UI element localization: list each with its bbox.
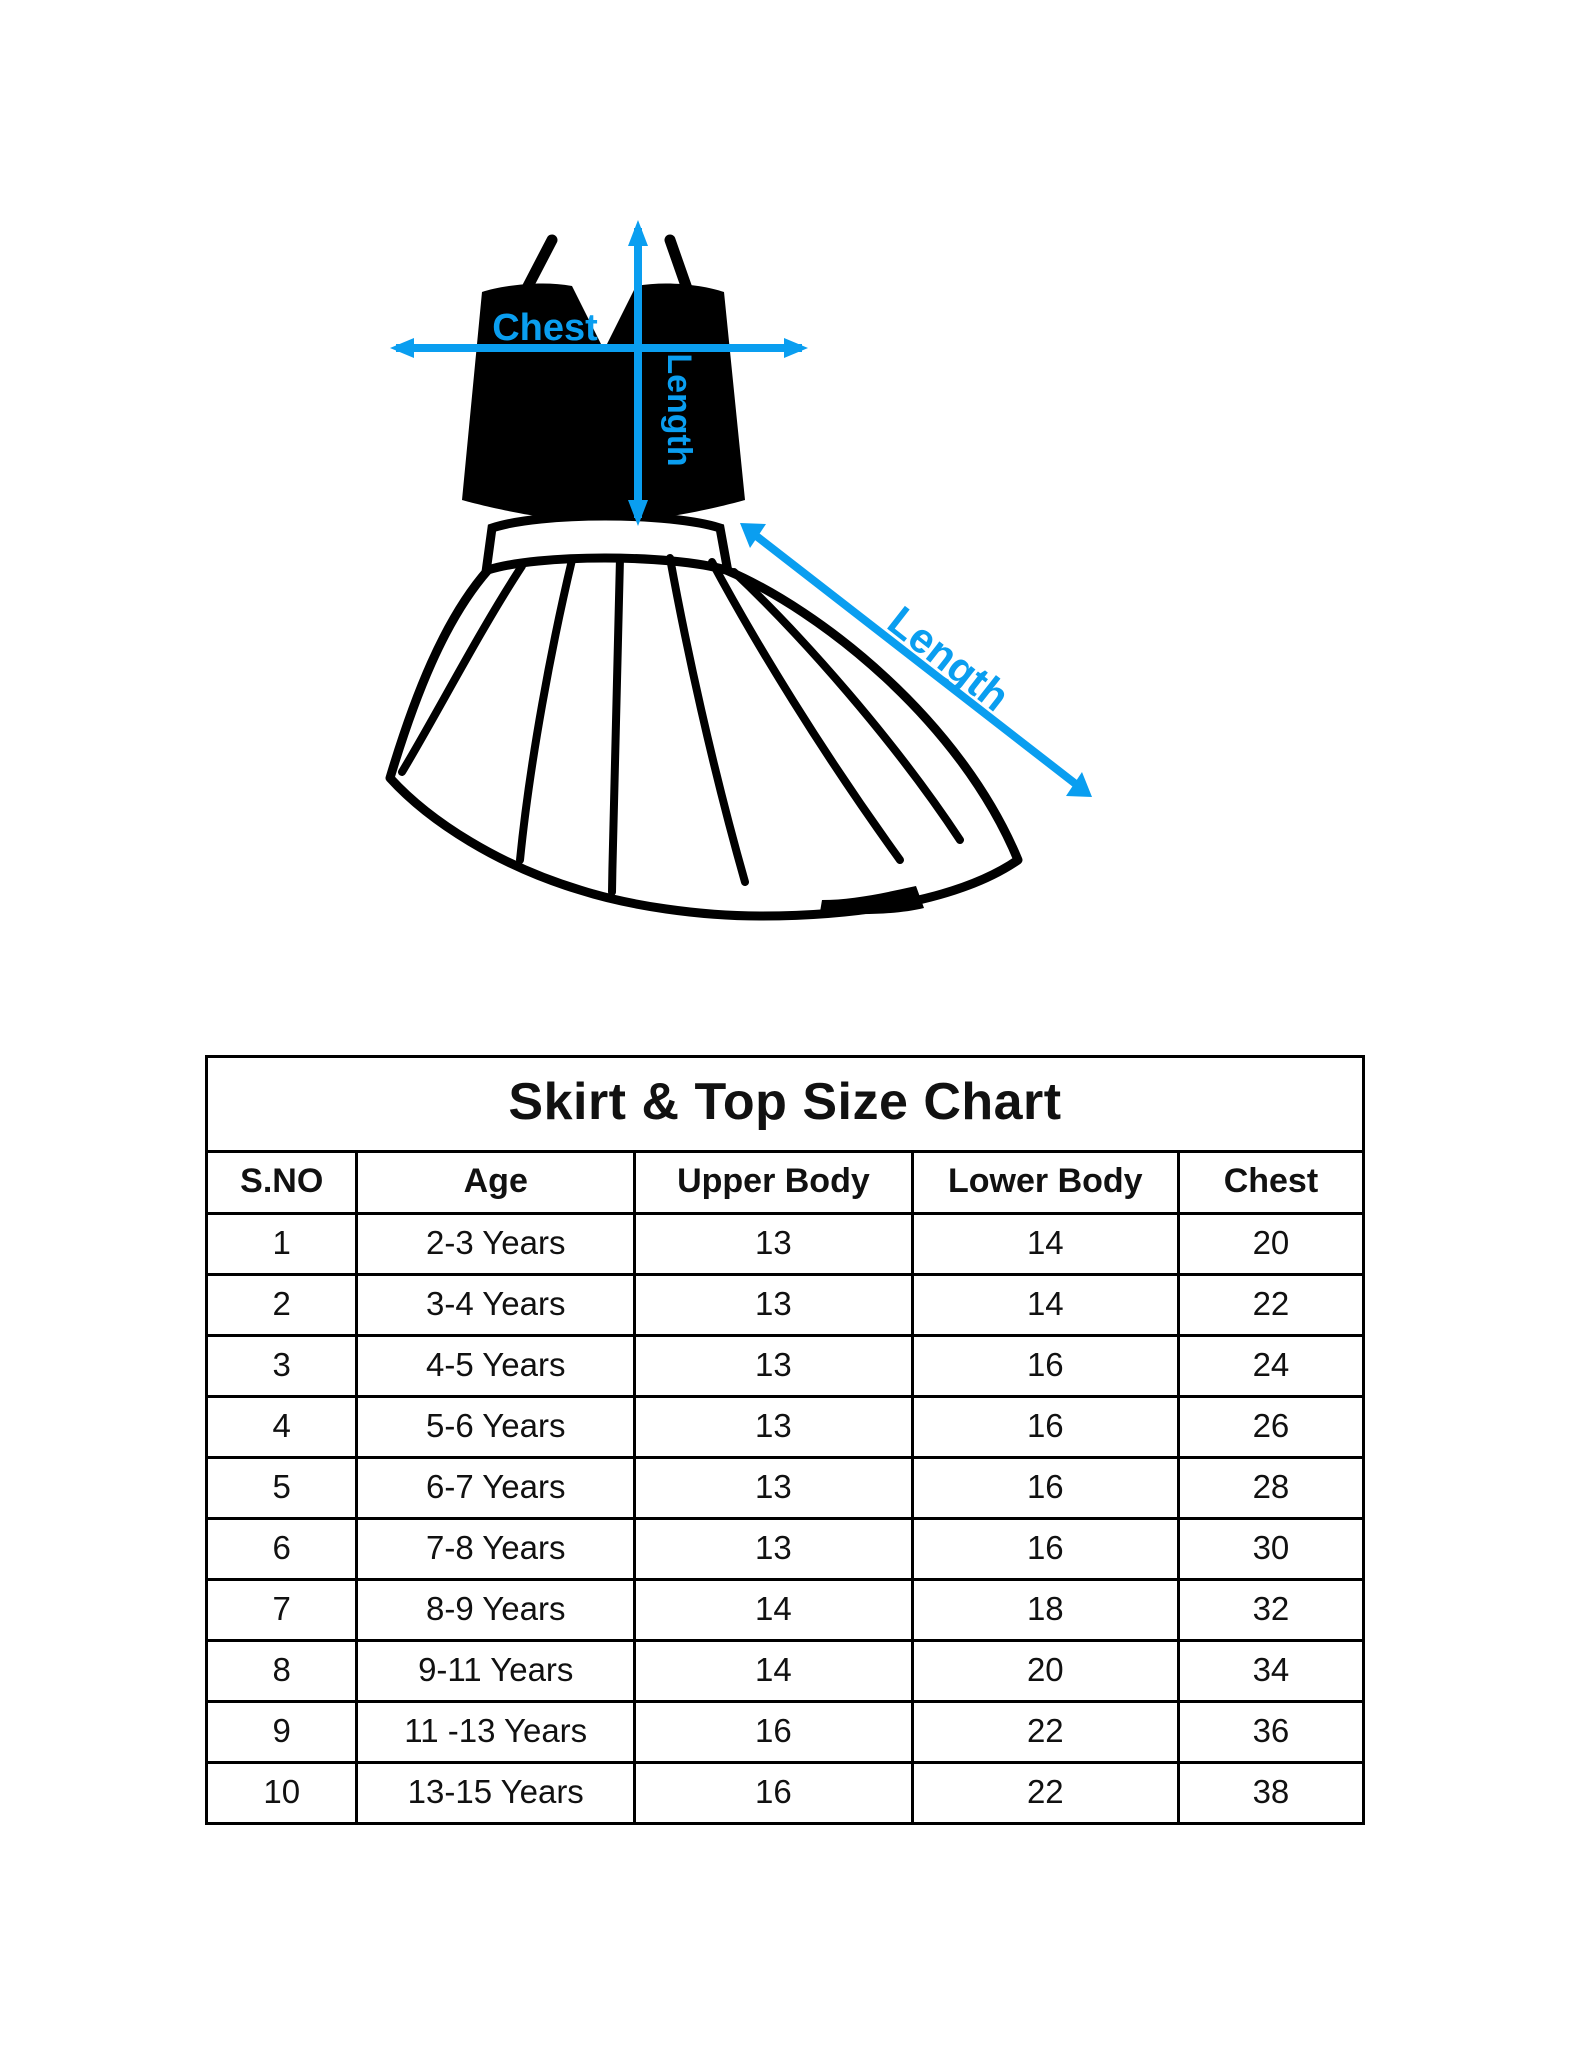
- table-cell: 11 -13 Years: [357, 1702, 635, 1763]
- table-cell: 13: [635, 1519, 913, 1580]
- size-chart-table: [205, 1055, 1365, 1825]
- table-cell: 16: [912, 1458, 1178, 1519]
- table-cell: 4: [207, 1397, 357, 1458]
- table-cell: 6: [207, 1519, 357, 1580]
- table-cell: 14: [635, 1641, 913, 1702]
- size-chart-table-wrap: [205, 1055, 1365, 1825]
- table-cell: 22: [1178, 1275, 1363, 1336]
- table-row: [207, 1336, 1364, 1397]
- table-cell: 13: [635, 1214, 913, 1275]
- table-row: [207, 1275, 1364, 1336]
- column-header: Lower Body: [912, 1152, 1178, 1214]
- table-cell: 16: [912, 1336, 1178, 1397]
- table-cell: 6-7 Years: [357, 1458, 635, 1519]
- table-cell: 3: [207, 1336, 357, 1397]
- skirt-length-label: Length: [879, 596, 1019, 721]
- table-row: [207, 1214, 1364, 1275]
- table-cell: 2-3 Years: [357, 1214, 635, 1275]
- table-cell: 5-6 Years: [357, 1397, 635, 1458]
- table-row: [207, 1641, 1364, 1702]
- table-cell: 13: [635, 1458, 913, 1519]
- column-header: Age: [357, 1152, 635, 1214]
- column-header: Chest: [1178, 1152, 1363, 1214]
- table-row: [207, 1519, 1364, 1580]
- table-cell: 22: [912, 1763, 1178, 1824]
- table-cell: 26: [1178, 1397, 1363, 1458]
- table-cell: 16: [635, 1763, 913, 1824]
- table-cell: 9-11 Years: [357, 1641, 635, 1702]
- column-header: S.NO: [207, 1152, 357, 1214]
- table-cell: 1: [207, 1214, 357, 1275]
- table-cell: 9: [207, 1702, 357, 1763]
- table-cell: 2: [207, 1275, 357, 1336]
- table-row: [207, 1702, 1364, 1763]
- table-cell: 32: [1178, 1580, 1363, 1641]
- chest-label: Chest: [492, 307, 598, 349]
- table-cell: 10: [207, 1763, 357, 1824]
- table-cell: 20: [912, 1641, 1178, 1702]
- chart-title-row: [207, 1057, 1364, 1152]
- table-cell: 36: [1178, 1702, 1363, 1763]
- column-header: Upper Body: [635, 1152, 913, 1214]
- table-cell: 30: [1178, 1519, 1363, 1580]
- table-cell: 5: [207, 1458, 357, 1519]
- table-cell: 18: [912, 1580, 1178, 1641]
- table-row: [207, 1397, 1364, 1458]
- top-length-label: Length: [660, 353, 698, 467]
- table-cell: 16: [635, 1702, 913, 1763]
- table-cell: 14: [635, 1580, 913, 1641]
- table-row: [207, 1458, 1364, 1519]
- table-cell: 20: [1178, 1214, 1363, 1275]
- table-cell: 8: [207, 1641, 357, 1702]
- table-cell: 8-9 Years: [357, 1580, 635, 1641]
- table-header-row: [207, 1152, 1364, 1214]
- table-cell: 13: [635, 1397, 913, 1458]
- chart-title: Skirt & Top Size Chart: [207, 1057, 1364, 1152]
- table-cell: 13: [635, 1336, 913, 1397]
- table-cell: 24: [1178, 1336, 1363, 1397]
- table-cell: 16: [912, 1519, 1178, 1580]
- table-cell: 14: [912, 1214, 1178, 1275]
- table-row: [207, 1580, 1364, 1641]
- table-cell: 4-5 Years: [357, 1336, 635, 1397]
- table-cell: 38: [1178, 1763, 1363, 1824]
- table-cell: 22: [912, 1702, 1178, 1763]
- table-cell: 34: [1178, 1641, 1363, 1702]
- garment-illustration: [200, 200, 1290, 1040]
- table-cell: 28: [1178, 1458, 1363, 1519]
- table-cell: 7: [207, 1580, 357, 1641]
- table-cell: 14: [912, 1275, 1178, 1336]
- table-cell: 3-4 Years: [357, 1275, 635, 1336]
- table-cell: 7-8 Years: [357, 1519, 635, 1580]
- table-cell: 16: [912, 1397, 1178, 1458]
- table-cell: 13: [635, 1275, 913, 1336]
- table-cell: 13-15 Years: [357, 1763, 635, 1824]
- table-row: [207, 1763, 1364, 1824]
